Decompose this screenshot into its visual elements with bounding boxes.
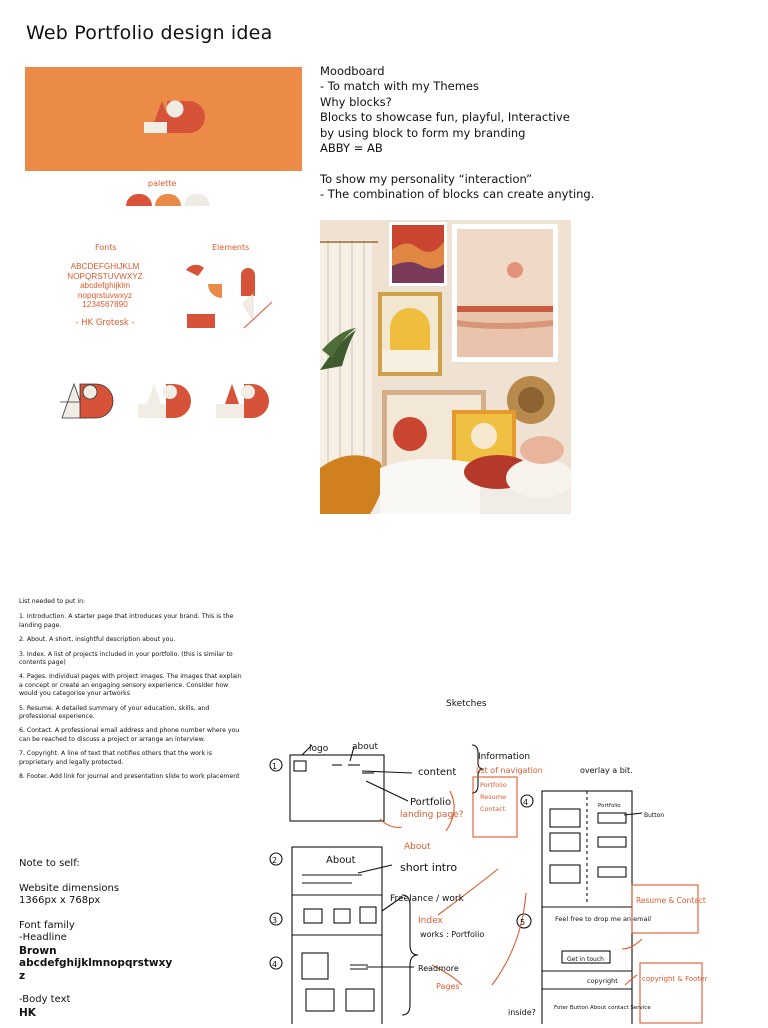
font-sample: [60, 262, 150, 310]
palette-label: palette: [148, 179, 177, 188]
font-sample-line: nopqrstuvwxyz: [77, 290, 133, 300]
list-item: 2. About. A short, insightful description about you.: [19, 636, 176, 644]
sketch-number: 4: [272, 960, 278, 969]
page-title: Web Portfolio design idea: [26, 22, 273, 44]
body-label: -Body text: [19, 994, 71, 1005]
interior-illustration: [320, 220, 571, 514]
sketch-label-orange: Resume & Contact: [636, 896, 706, 905]
font-family-label: Font family: [19, 919, 75, 931]
headline-sample-end: z: [19, 969, 26, 982]
sketch-number: 2: [272, 856, 278, 865]
sketch-label: Portfolio: [598, 803, 621, 809]
sketch-label-orange: list of navigation: [476, 766, 543, 775]
logo-variations: [58, 378, 280, 426]
sketch-label: Portfolio: [410, 797, 452, 808]
list-item: 6. Contact. A professional email address and phone number where you can be reached to discuss a project or arrange an interview.: [19, 727, 240, 743]
headline-sample: abcdefghijklmnopqrstwxy: [19, 957, 173, 969]
sketch-label: Readmore: [418, 964, 459, 973]
moodboard-line: Moodboard: [320, 64, 385, 78]
sketch-number: 4: [523, 798, 529, 807]
moodboard-line: - The combination of blocks can create anyting.: [320, 187, 595, 202]
moodboard-photo: [320, 220, 571, 514]
sketch-label: overlay a bit.: [580, 766, 633, 775]
sketch-label: inside?: [508, 1008, 536, 1017]
font-sample-line: ABCDEFGHIJKLM: [70, 262, 140, 271]
sketch-number: 5: [520, 918, 526, 927]
sketch-label: copyright: [587, 977, 618, 985]
note-to-self: [19, 858, 179, 1019]
sketch-label: works : Portfolio: [420, 930, 485, 939]
ab-logo: [25, 67, 302, 171]
logo-banner: [25, 67, 302, 171]
font-sample-line: 1234567890: [82, 300, 128, 310]
moodboard-line: To show my personality “interaction”: [320, 171, 533, 186]
sketch-label-orange: copyright & Footer: [642, 975, 708, 983]
sketch-label: Information: [478, 752, 531, 762]
sketch-label: logo: [309, 744, 329, 754]
sketch-label: content: [418, 767, 457, 778]
logo-variation-solid: [216, 384, 269, 418]
palette-swatch-cream: [184, 194, 210, 206]
palette-swatch-red: [126, 194, 152, 206]
sketch-label: About: [326, 855, 356, 866]
sketch-label: Foter Button About contact Service: [554, 1005, 651, 1011]
dimensions-label: Website dimensions: [19, 882, 120, 894]
sketch-number: 3: [272, 916, 278, 925]
dimensions-value: 1366px x 768px: [19, 895, 101, 906]
sketch-label: Get in touch: [567, 956, 604, 963]
sketch-label: short intro: [400, 861, 458, 874]
sketch-label-orange: About: [404, 842, 431, 852]
sketch-label-orange: landing page?: [400, 810, 464, 820]
headline-font: Brown: [19, 944, 57, 957]
list-item: 4. Pages. Individual pages with project images. The images that explain a concept or create an engaging sensory experience. Consider how would you categorise your artworks: [19, 673, 242, 698]
list-item: 1. Introduction. A starter page that introduces your brand. This is the landing page.: [19, 613, 234, 629]
font-sample-line: abcdefghijklm: [79, 281, 131, 291]
list-item: 3. Index. A list of projects included in your portfolio. (this is similar to contents page): [19, 650, 233, 667]
moodboard-line: ABBY = AB: [320, 141, 383, 156]
sketch-drawing: [262, 725, 712, 1024]
moodboard-line: - To match with my Themes: [320, 79, 479, 94]
list-item: 5. Resume. A detailed summary of your education, skills, and professional experience.: [19, 704, 210, 721]
note-heading: Note to self:: [19, 858, 80, 869]
moodboard-text: [320, 64, 600, 203]
sketch-label: Button: [644, 812, 665, 819]
moodboard-line: by using block to form my branding: [320, 125, 526, 140]
requirements-list: [19, 598, 244, 788]
sketch-label-orange: Portfolio: [480, 781, 507, 789]
sketch-number: 1: [272, 762, 278, 771]
sketch-label-orange: Contact: [480, 805, 506, 813]
font-name: - HK Grotesk -: [75, 318, 135, 328]
body-font: HK: [19, 1006, 36, 1019]
list-heading: List needed to put in:: [19, 598, 86, 605]
headline-label: -Headline: [19, 932, 67, 943]
sketch-label: Feel free to drop me an email: [555, 915, 652, 923]
sketches-title: Sketches: [446, 699, 487, 709]
font-sample-line: NOPQRSTUVWXYZ: [67, 271, 143, 281]
list-item: 7. Copyright. A line of text that notifies others that the work is proprietary and legally protected.: [19, 750, 212, 766]
logo-variation-flat: [138, 384, 191, 418]
list-item: 8. Footer. Add link for journal and presentation slide to work placement: [19, 773, 240, 781]
sketch-label: about: [352, 742, 378, 752]
sketch-label-orange: Resume: [480, 793, 507, 801]
palette-swatch-orange: [155, 194, 181, 206]
wireframe-sketch: [262, 725, 712, 1024]
sketch-label: Freelance / work: [390, 894, 464, 904]
sketch-label-orange: Index: [418, 916, 443, 926]
moodboard-line: Blocks to showcase fun, playful, Interactive: [320, 110, 570, 125]
elements-label: Elements: [212, 243, 250, 252]
logo-variation-outline: [60, 384, 113, 418]
elements-shapes: [182, 262, 282, 334]
fonts-label: Fonts: [95, 243, 117, 252]
sketch-label-orange: Pages: [436, 982, 460, 991]
moodboard-line: Why blocks?: [320, 94, 392, 109]
